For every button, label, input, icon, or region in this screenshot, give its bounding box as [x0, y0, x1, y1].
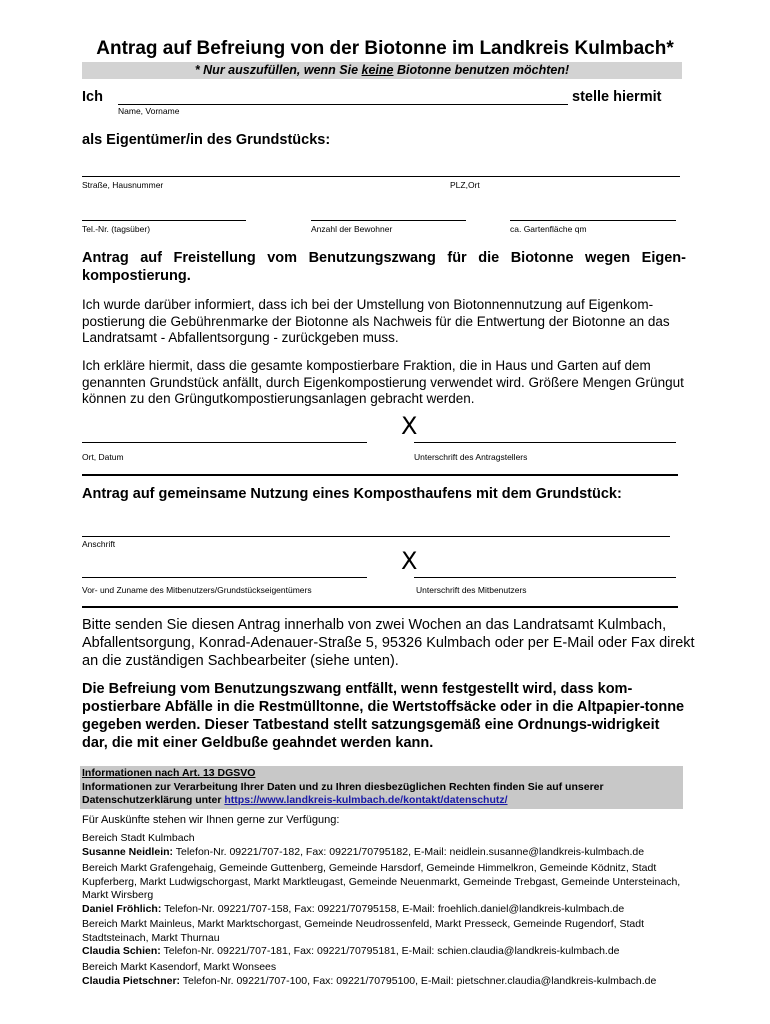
stelle-label: stelle hiermit	[572, 89, 662, 105]
page-title: Antrag auf Befreiung von der Biotonne im Landkreis Kulmbach*	[96, 38, 674, 59]
contact-details: Telefon-Nr. 09221/707-181, Fax: 09221/70795181, E-Mail: schien.claudia@landkreis-kulmbach.de	[160, 945, 620, 957]
subtitle-emphasis: keine	[361, 63, 394, 77]
contact-name: Susanne Neidlein:	[82, 845, 174, 858]
co-user-name-label: Vor- und Zuname des Mitbenutzers/Grundstückseigentümers	[82, 585, 312, 595]
privacy-info-body: Informationen zur Verarbeitung Ihrer Daten und zu Ihren diesbezüglichen Rechten finden Sie auf unserer Datenschutzerklärung unter	[82, 780, 604, 806]
section-divider	[82, 474, 678, 476]
contact-details: Telefon-Nr. 09221/707-100, Fax: 09221/70795100, E-Mail: pietschner.claudia@landkreis-kulmbach.de	[180, 974, 657, 987]
address-field[interactable]	[82, 536, 670, 537]
garden-label: ca. Gartenfläche qm	[510, 224, 587, 234]
ich-label: Ich	[82, 89, 103, 105]
residents-field[interactable]	[311, 220, 466, 221]
plz-label: PLZ,Ort	[450, 180, 480, 190]
co-user-name-field[interactable]	[82, 577, 367, 578]
warning-text: Die Befreiung vom Benutzungszwang entfällt, wenn festgestellt wird, dass kom-postierbare Abfälle in die Restmülltonne, die Wertstoffsäcke oder in die Altpapier-tonne gegeben werden. Dieser Tatbestand stellt satzungsgemäß eine Ordnungs-widrigkeit dar, die mit einer Geldbuße geahndet werden kann.	[82, 681, 685, 751]
place-date-field[interactable]	[82, 442, 367, 443]
contact-area: Bereich Markt Kasendorf, Markt Wonsees	[82, 961, 277, 973]
section1-paragraph1: Ich wurde darüber informiert, dass ich bei der Umstellung von Biotonnennutzung auf Eigenkom-postierung die Gebührenmarke der Biotonne als Nachweis für die Entwertung der Biotonne an das Landratsamt - Abfallentsorgung - zurückgeben muss.	[82, 297, 670, 345]
contact-block-4	[82, 961, 692, 988]
contact-area: Bereich Stadt Kulmbach	[82, 832, 195, 844]
section1-paragraph2: Ich erkläre hiermit, dass die gesamte kompostierbare Fraktion, die in Haus und Garten auf dem genannten Grundstück anfällt, durch Eigenkompostierung verwendet wird. Größere Mengen Grüngut können zu den Grüngutkompostierungsanlagen gebracht werden.	[82, 358, 684, 406]
tel-label: Tel.-Nr. (tagsüber)	[82, 224, 151, 234]
co-signature-x-mark: X	[401, 547, 418, 575]
contact-area: Bereich Markt Grafengehaig, Gemeinde Guttenberg, Gemeinde Harsdorf, Gemeinde Himmelkron, Gemeinde Ködnitz, Stadt Kupferberg, Markt Ludwigschorgast, Markt Marktleugast, Gemeinde Neuenmarkt, Gemeinde Trebgast, Gemeinde Untersteinach, Markt Wirsberg	[82, 862, 681, 901]
section-divider-2	[82, 606, 678, 608]
residents-label: Anzahl der Bewohner	[311, 224, 393, 234]
name-field[interactable]	[118, 104, 568, 105]
subtitle-text: * Nur auszufüllen, wenn Sie	[194, 63, 362, 77]
co-user-signature-label: Unterschrift des Mitbenutzers	[416, 585, 527, 595]
contact-line	[82, 846, 692, 860]
street-field[interactable]	[82, 176, 680, 177]
applicant-signature-label: Unterschrift des Antragstellers	[414, 452, 528, 462]
applicant-signature-field[interactable]	[414, 442, 676, 443]
privacy-info-heading: Informationen nach Art. 13 DGSVO	[82, 767, 256, 779]
contact-name: Claudia Schien:	[82, 945, 161, 957]
privacy-link[interactable]: https://www.landkreis-kulmbach.de/kontakt/datenschutz/	[224, 794, 508, 806]
garden-field[interactable]	[510, 220, 676, 221]
contact-details: Telefon-Nr. 09221/707-182, Fax: 09221/70795182, E-Mail: neidlein.susanne@landkreis-kulmbach.de	[173, 845, 645, 858]
contact-name: Claudia Pietschner:	[82, 974, 181, 987]
contact-details: Telefon-Nr. 09221/707-158, Fax: 09221/70795158, E-Mail: froehlich.daniel@landkreis-kulmbach.de	[161, 902, 625, 915]
privacy-info-text	[82, 781, 681, 808]
address-label: Anschrift	[82, 539, 116, 549]
owner-heading: als Eigentümer/in des Grundstücks:	[82, 132, 331, 148]
street-label: Straße, Hausnummer	[82, 180, 164, 190]
section2-heading: Antrag auf gemeinsame Nutzung eines Komposthaufens mit dem Grundstück:	[82, 486, 622, 502]
co-user-signature-field[interactable]	[414, 577, 676, 578]
subtitle-bar	[82, 62, 682, 79]
contact-intro: Für Auskünfte stehen wir Ihnen gerne zur Verfügung:	[82, 814, 340, 826]
contact-line	[82, 903, 692, 917]
contact-line	[82, 975, 692, 989]
contact-name: Daniel Fröhlich:	[82, 902, 162, 915]
section1-heading: Antrag auf Freistellung vom Benutzungszwang für die Biotonne wegen Eigen-kompostierung.	[82, 250, 686, 284]
contact-block-1	[82, 832, 692, 859]
privacy-info-box	[80, 766, 683, 809]
place-date-label: Ort, Datum	[82, 452, 124, 462]
signature-x-mark: X	[401, 412, 418, 440]
contact-block-2	[82, 862, 692, 916]
tel-field[interactable]	[82, 220, 246, 221]
contact-line	[82, 945, 692, 959]
contact-area: Bereich Markt Mainleus, Markt Marktschorgast, Gemeinde Neudrossenfeld, Markt Presseck, Gemeinde Rugendorf, Stadt Stadtsteinach, Markt Thurnau	[82, 918, 644, 944]
name-field-label: Name, Vorname	[118, 106, 180, 116]
contact-block-3	[82, 918, 692, 959]
send-instructions: Bitte senden Sie diesen Antrag innerhalb von zwei Wochen an das Landratsamt Kulmbach, Abfallentsorgung, Konrad-Adenauer-Straße 5, 95326 Kulmbach oder per E-Mail oder Fax direkt an die zuständigen Sachbearbeiter (siehe unten).	[82, 617, 695, 669]
subtitle-text-end: Biotonne benutzen möchten!	[393, 63, 570, 77]
